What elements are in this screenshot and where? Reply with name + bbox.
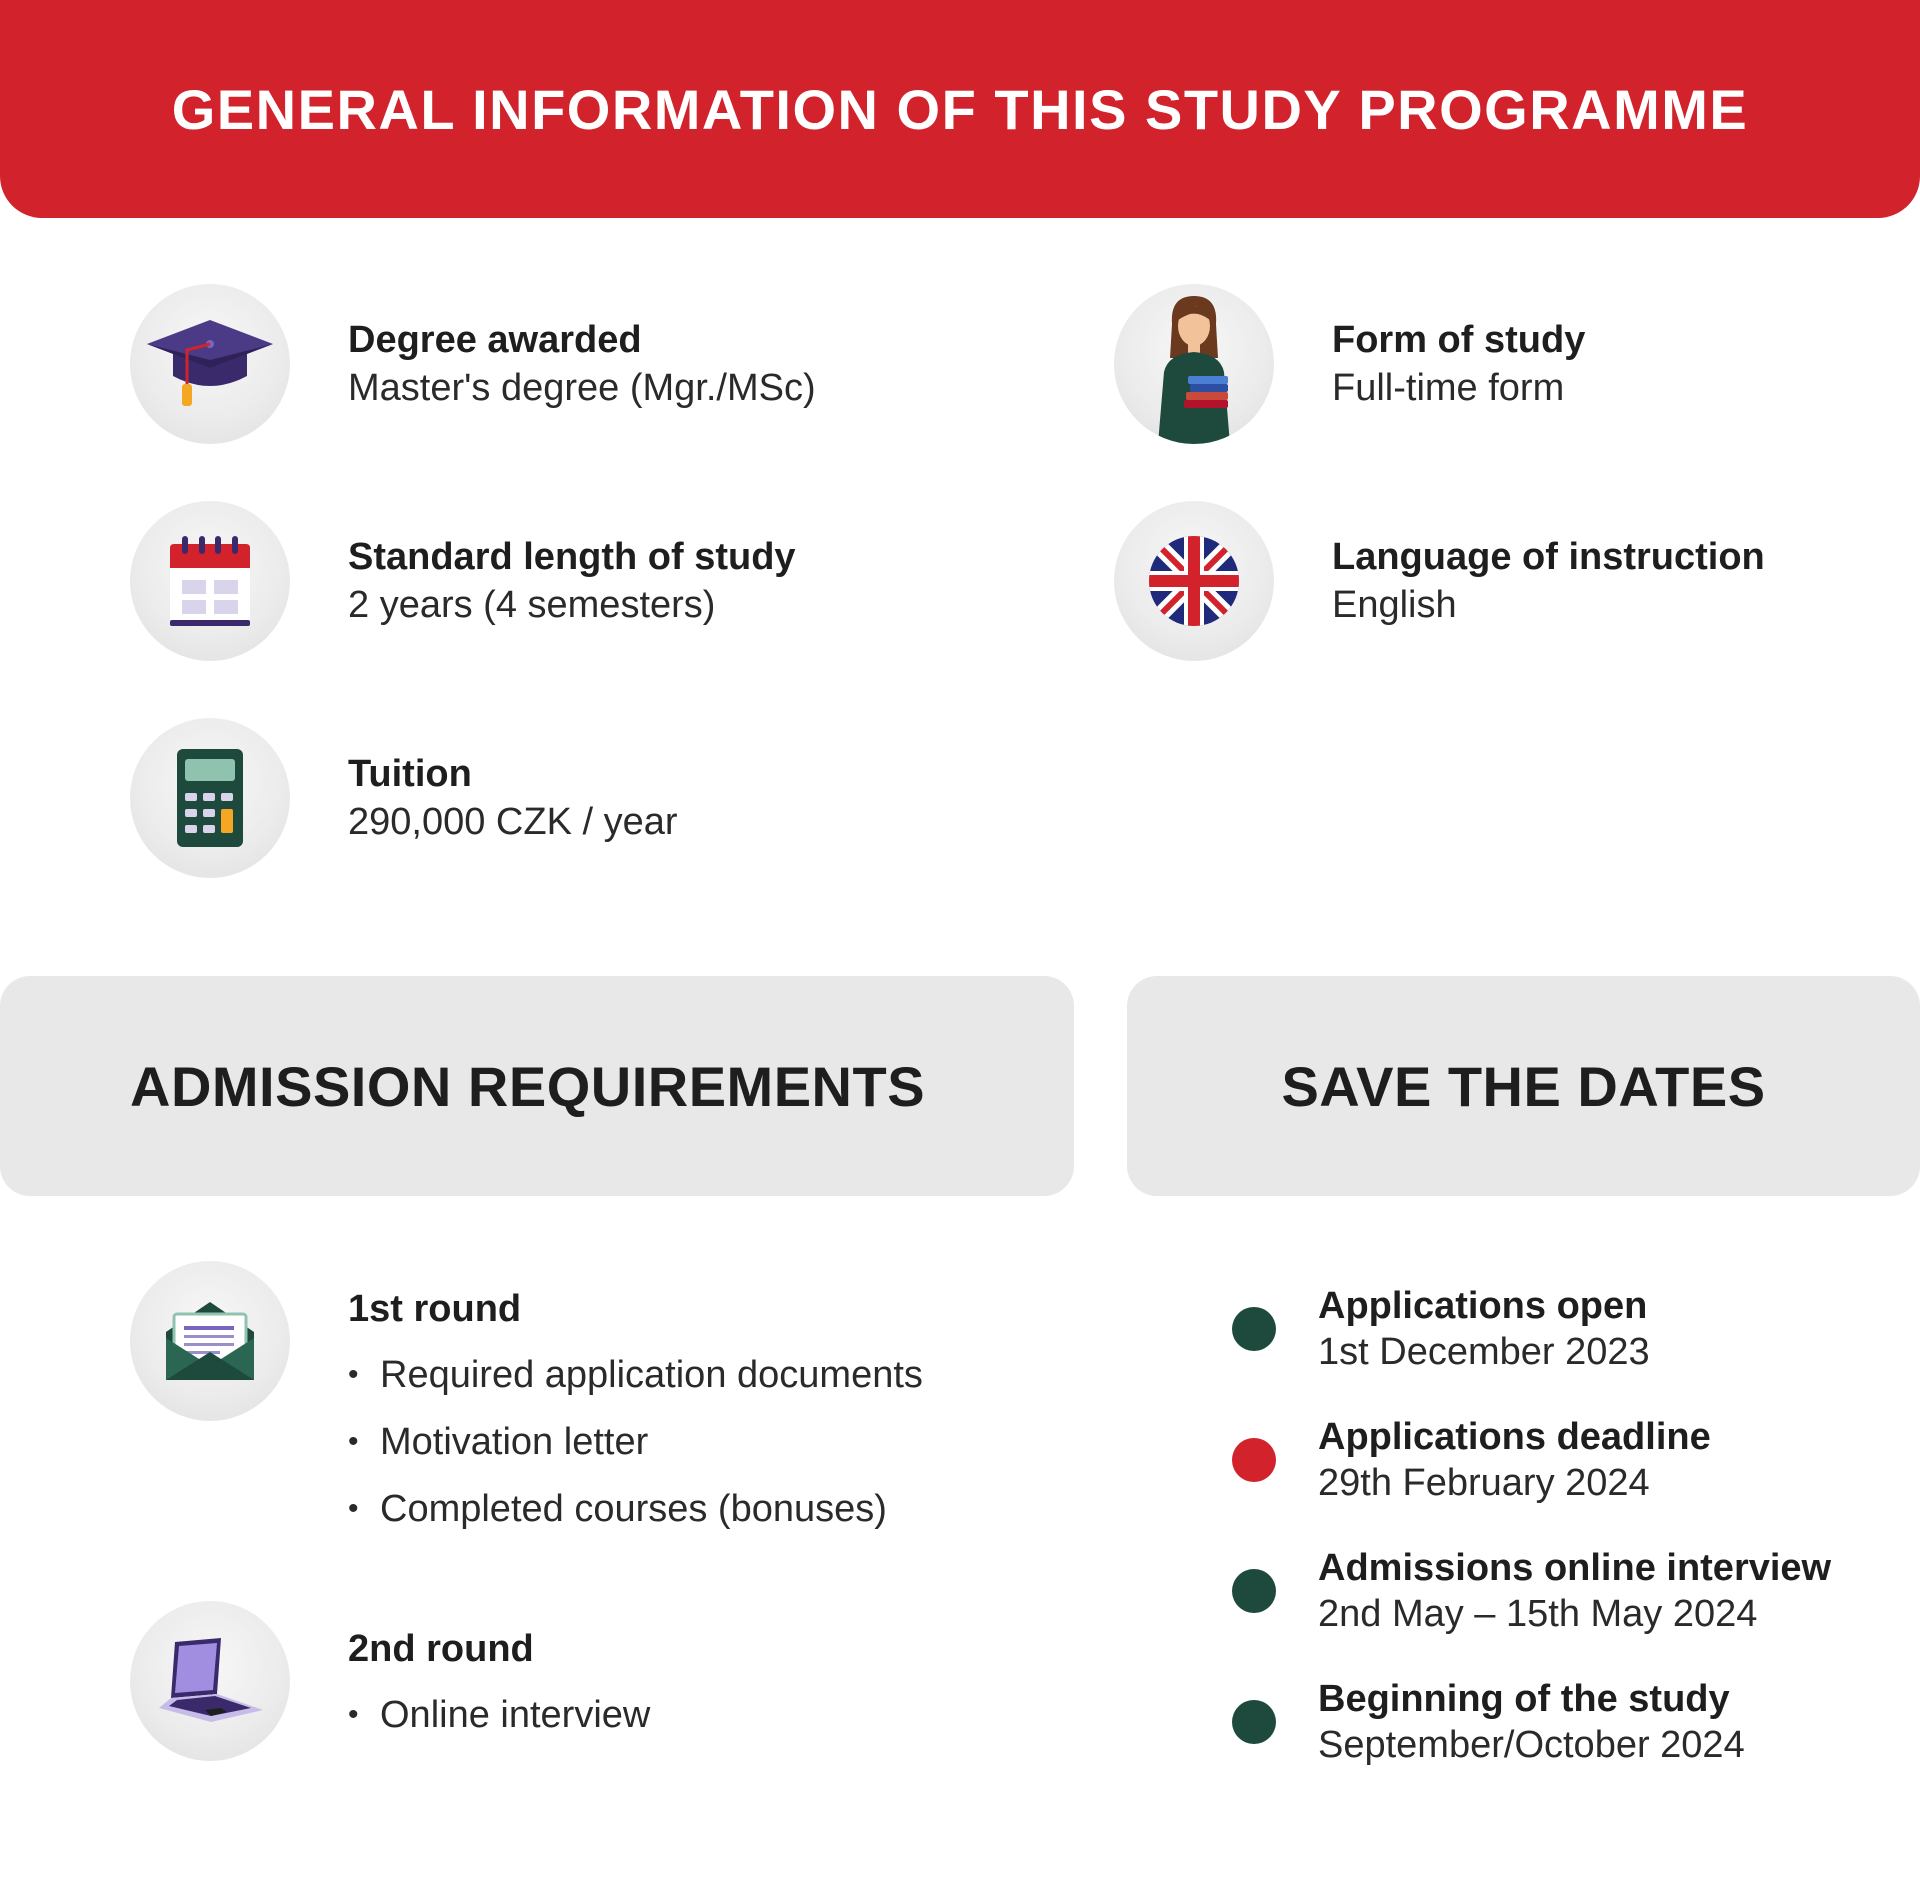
calculator-icon (130, 718, 290, 878)
date-beginning-of-study (1232, 1676, 1745, 1768)
header-banner (0, 0, 1920, 218)
info-degree-awarded (130, 284, 816, 444)
uk-flag-icon (1114, 501, 1274, 661)
date-label: Applications deadline (1318, 1416, 1711, 1458)
info-value: English (1332, 584, 1457, 626)
save-the-dates-panel (1127, 976, 1920, 1196)
info-label: Degree awarded (348, 319, 642, 361)
laptop-icon (130, 1601, 290, 1761)
admission-round-1 (130, 1261, 923, 1552)
list-item: • Required application documents (348, 1351, 923, 1399)
info-value: 290,000 CZK / year (348, 801, 678, 843)
admission-round-2 (130, 1601, 650, 1761)
date-value: 2nd May – 15th May 2024 (1318, 1593, 1758, 1635)
status-dot (1232, 1569, 1276, 1613)
date-applications-open (1232, 1283, 1650, 1375)
status-dot (1232, 1438, 1276, 1482)
save-the-dates-title: SAVE THE DATES (1281, 1054, 1766, 1118)
info-value: Master's degree (Mgr./MSc) (348, 367, 816, 409)
round-title: 2nd round (348, 1628, 534, 1670)
info-language (1114, 501, 1765, 661)
info-value: 2 years (4 semesters) (348, 584, 716, 626)
student-with-books-icon (1114, 284, 1274, 444)
date-online-interview (1232, 1545, 1831, 1637)
envelope-letter-icon (130, 1261, 290, 1421)
round-title: 1st round (348, 1288, 522, 1330)
info-label: Standard length of study (348, 536, 796, 578)
list-item: • Motivation letter (348, 1418, 923, 1466)
date-value: 1st December 2023 (1318, 1331, 1650, 1373)
info-label: Language of instruction (1332, 536, 1765, 578)
date-value: 29th February 2024 (1318, 1462, 1650, 1504)
calendar-icon (130, 501, 290, 661)
list-item: • Completed courses (bonuses) (348, 1485, 923, 1533)
info-label: Form of study (1332, 319, 1586, 361)
date-label: Beginning of the study (1318, 1678, 1730, 1720)
info-form-of-study (1114, 284, 1585, 444)
info-standard-length (130, 501, 796, 661)
status-dot (1232, 1700, 1276, 1744)
date-applications-deadline (1232, 1414, 1711, 1506)
requirements-list (348, 1351, 923, 1533)
info-value: Full-time form (1332, 367, 1565, 409)
date-label: Applications open (1318, 1285, 1648, 1327)
status-dot (1232, 1307, 1276, 1351)
admission-requirements-panel (0, 976, 1074, 1196)
date-label: Admissions online interview (1318, 1547, 1832, 1589)
date-value: September/October 2024 (1318, 1724, 1745, 1766)
info-tuition (130, 718, 678, 878)
info-label: Tuition (348, 753, 472, 795)
admission-requirements-title: ADMISSION REQUIREMENTS (130, 1054, 926, 1118)
page-title: GENERAL INFORMATION OF THIS STUDY PROGRAMME (171, 77, 1749, 141)
list-item: • Online interview (348, 1691, 650, 1739)
graduation-cap-icon (130, 284, 290, 444)
requirements-list (348, 1691, 650, 1739)
